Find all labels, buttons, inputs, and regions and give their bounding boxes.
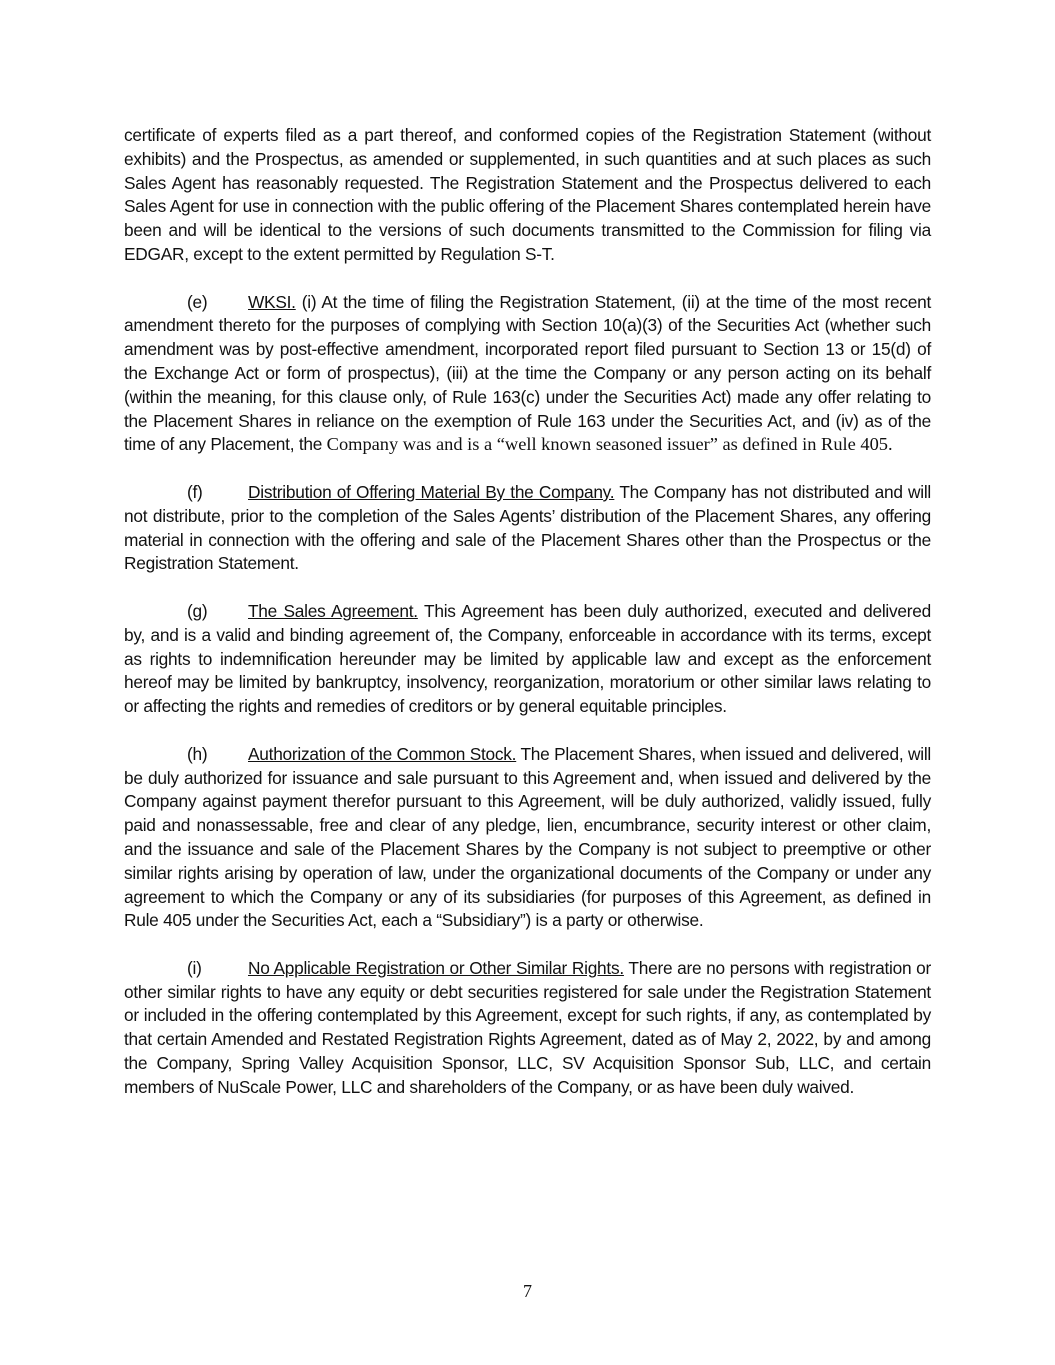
section-i-registration-rights <box>124 957 931 1100</box>
intro-paragraph: certificate of experts filed as a part thereof, and conformed copies of the Registration Statement (without exhibits) and the Prospectus, as amended or supplemented, in such quantities and at such places as such Sales Agent has reasonably requested. The Registration Statement and the Prospectus delivered to each Sales Agent for use in connection with the public offering of the Placement Shares contemplated herein have been and will be identical to the versions of such documents transmitted to the Commission for filing via EDGAR, except to the extent permitted by Regulation S-T. <box>124 125 931 264</box>
section-e-wksi <box>124 291 931 458</box>
section-g-body: This Agreement has been duly authorized, executed and delivered by, and is a valid and binding agreement of, the Company, enforceable in accordance with its terms, except as rights to indemnification hereunder may be limited by applicable law and except as the enforcement hereof may be limited by bankruptcy, insolvency, reorganization, moratorium or other similar laws relating to or affecting the rights and remedies of creditors or by general equitable principles. <box>124 600 931 717</box>
section-g-sales-agreement <box>124 600 931 719</box>
section-f-body: The Company has not distributed and will not distribute, prior to the completion of the Sales Agents’ distribution of the Placement Shares, any offering material in connection with the offering and sale of the Placement Shares other than the Prospectus or the Registration Statement. <box>124 481 932 574</box>
section-i-heading: No Applicable Registration or Other Similar Rights. <box>248 957 624 978</box>
page-number: 7 <box>523 1281 532 1301</box>
section-e-label: (e) <box>187 291 208 312</box>
section-f-heading: Distribution of Offering Material By the Company. <box>248 481 615 502</box>
section-g-heading: The Sales Agreement. <box>248 600 418 621</box>
section-i-body: There are no persons with registration or other similar rights to have any equity or debt securities registered for sale under the Registration Statement or included in the offering contemplated by this Agreement, except for such rights, if any, as contemplated by that certain Amended and Restated Registration Rights Agreement, dated as of May 2, 2022, by and among the Company, Spring Valley Acquisition Sponsor, LLC, SV Acquisition Sponsor Sub, LLC, and certain members of NuScale Power, LLC and shareholders of the Company, or as have been duly waived. <box>124 957 931 1097</box>
section-f-label: (f) <box>187 481 203 502</box>
section-g-label: (g) <box>187 600 208 621</box>
document-page <box>124 124 931 1123</box>
section-e-body: (i) At the time of filing the Registration Statement, (ii) at the time of the most recent amendment thereto for the purposes of complying with Section 10(a)(3) of the Securities Act (whether such amendment was by post-effective amendment, incorporated report filed pursuant to Section 13 or 15(d) of the Exchange Act or form of prospectus), (iii) at the time the Company or any person acting on its behalf (within the meaning, for this clause only, of Rule 163(c) under the Securities Act) made any offer relating to the Placement Shares in reliance on the exemption of Rule 163 under the Securities Act, and (iv) as of the time of any Placement, the <box>124 291 931 455</box>
section-h-body: The Placement Shares, when issued and delivered, will be duly authorized for issuance and sale pursuant to this Agreement and, when issued and delivered by the Company against payment therefor pursuant to this Agreement, will be duly authorized, validly issued, fully paid and nonassessable, free and clear of any pledge, lien, encumbrance, security interest or other claim, and the issuance and sale of the Placement Shares by the Company is not subject to preemptive or other similar rights arising by operation of law, under the organizational documents of the Company or under any agreement to which the Company or any of its subsidiaries (for purposes of this Agreement, as defined in Rule 405 under the Securities Act, each a “Subsidiary”) is a party or otherwise. <box>124 743 931 931</box>
section-h-label: (h) <box>187 743 208 764</box>
section-f-distribution <box>124 481 931 576</box>
section-h-heading: Authorization of the Common Stock. <box>248 743 517 764</box>
section-h-authorization <box>124 743 931 933</box>
section-e-heading: WKSI. <box>248 291 296 312</box>
section-e-body-tail: Company was and is a “well known seasoned issuer” as defined in Rule 405. <box>326 434 893 455</box>
section-i-label: (i) <box>187 957 202 978</box>
